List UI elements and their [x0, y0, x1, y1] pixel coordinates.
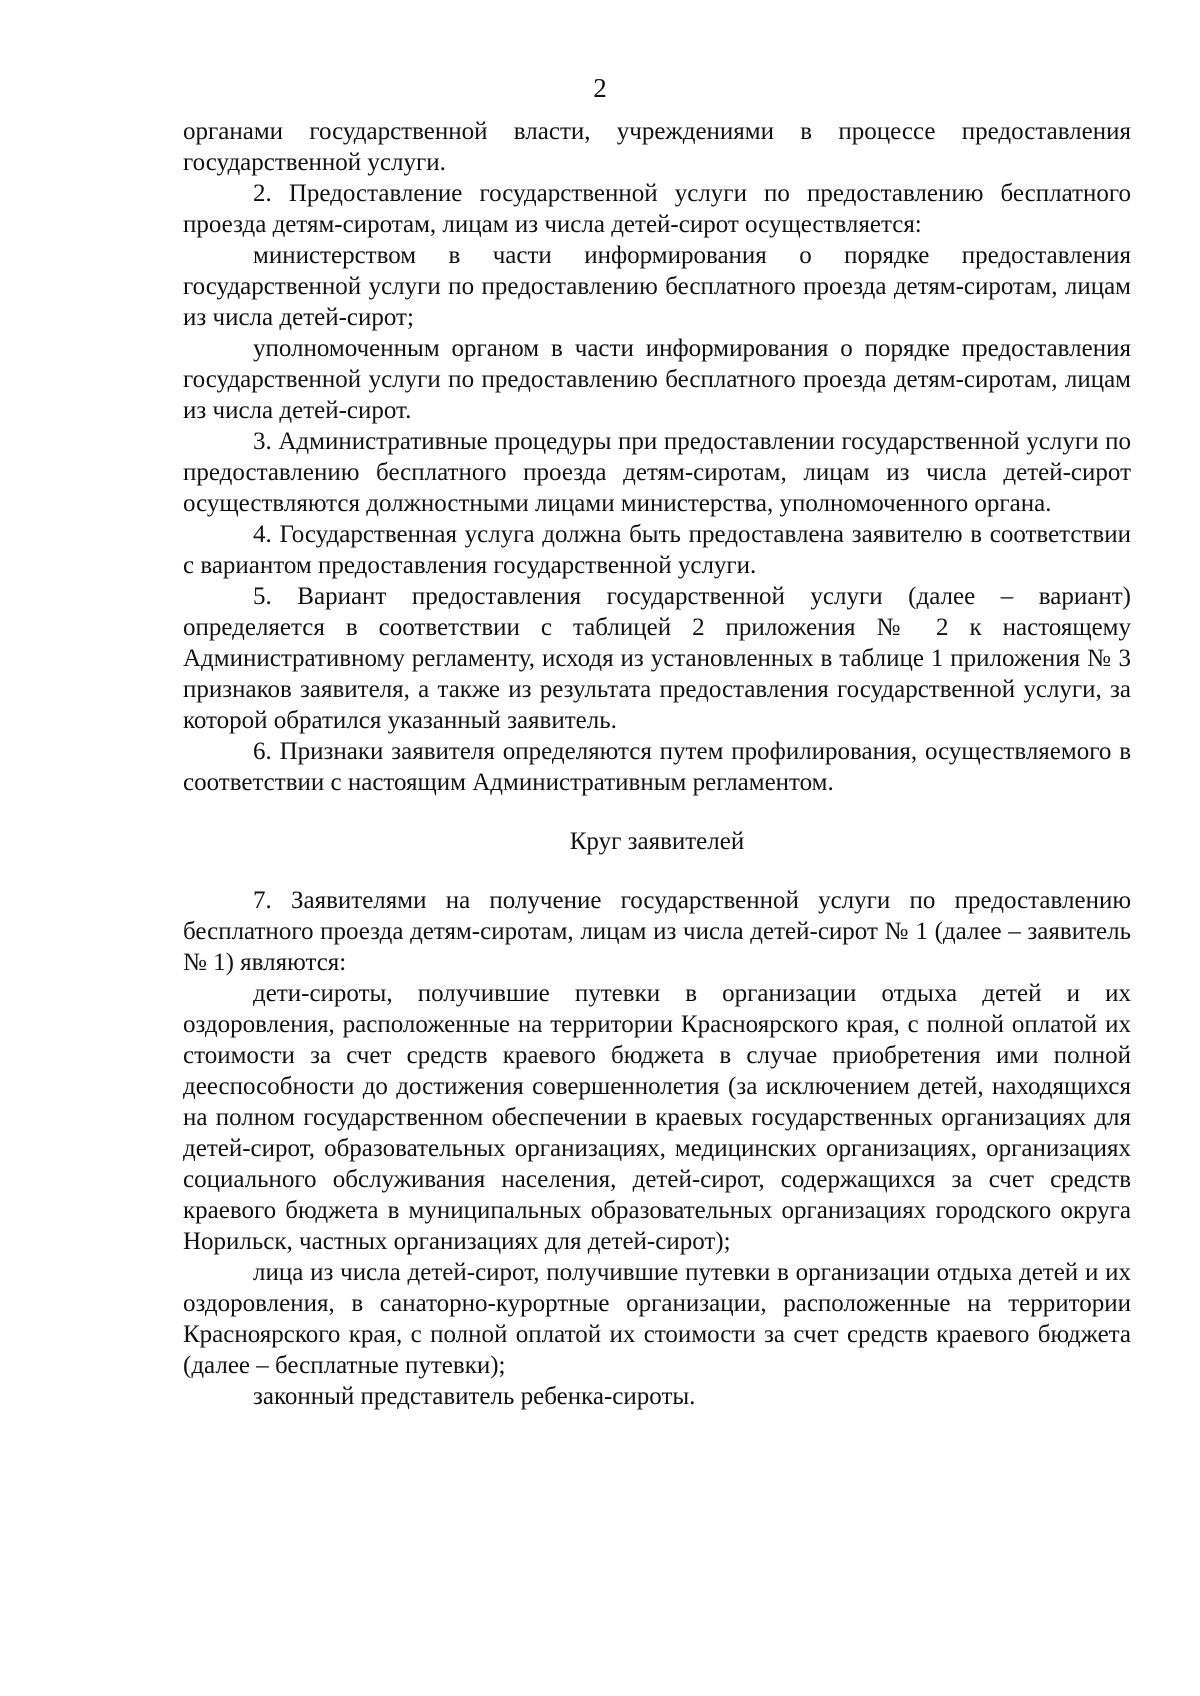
paragraph: 6. Признаки заявителя определяются путем профилирования, осуществляемого в соответствии с настоящим Административным регламентом. [183, 738, 1131, 796]
paragraphs-top [183, 116, 1131, 798]
document-body [183, 116, 1131, 1412]
section-heading: Круг заявителей [569, 828, 745, 855]
paragraph: министерством в части информирования о порядке предоставления государственной услуги по предоставлению бесплатного проезда детям-сиротам, лицам из числа детей-сирот; [183, 242, 1131, 331]
paragraph: дети-сироты, получившие путевки в организации отдыха детей и их оздоровления, расположенные на территории Красноярского края, с полной оплатой их стоимости за счет средств краевого бюджета в случае приобретения ими полной дееспособности до достижения совершеннолетия (за исключением детей, находящихся на полном государственном обеспечении в краевых государственных организациях для детей-сирот, образовательных организациях, медицинских организациях, организациях социального обслуживания населения, детей-сирот, содержащихся за счет средств краевого бюджета в муниципальных образовательных организациях городского округа Норильск, частных организациях для детей-сирот); [183, 980, 1131, 1255]
page-number: 2 [593, 73, 607, 103]
paragraph: 3. Административные процедуры при предоставлении государственной услуги по предоставлению бесплатного проезда детям-сиротам, лицам из числа детей-сирот осуществляются должностными лицами министерства, уполномоченного органа. [183, 428, 1131, 517]
paragraph: законный представитель ребенка-сироты. [253, 1383, 696, 1410]
paragraph: 2. Предоставление государственной услуги по предоставлению бесплатного проезда детям-сиротам, лицам из числа детей-сирот осуществляется: [183, 180, 1131, 238]
paragraph: 7. Заявителями на получение государственной услуги по предоставлению бесплатного проезда детям-сиротам, лицам из числа детей-сирот № 1 (далее – заявитель № 1) являются: [183, 887, 1131, 976]
paragraph: органами государственной власти, учреждениями в процессе предоставления государственной услуги. [183, 118, 1131, 176]
paragraph: уполномоченным органом в части информирования о порядке предоставления государственной услуги по предоставлению бесплатного проезда детям-сиротам, лицам из числа детей-сирот. [183, 335, 1131, 424]
paragraphs-bottom [183, 885, 1131, 1412]
paragraph: лица из числа детей-сирот, получившие путевки в организации отдыха детей и их оздоровления, в санаторно-курортные организации, расположенные на территории Красноярского края, с полной оплатой их стоимости за счет средств краевого бюджета (далее – бесплатные путевки); [183, 1259, 1131, 1379]
paragraph: 4. Государственная услуга должна быть предоставлена заявителю в соответствии с вариантом предоставления государственной услуги. [183, 521, 1131, 579]
paragraph: 5. Вариант предоставления государственной услуги (далее – вариант) определяется в соответствии с таблицей 2 приложения № 2 к настоящему Административному регламенту, исходя из установленных в таблице 1 приложения № 3 признаков заявителя, а также из результата предоставления государственной услуги, за которой обратился указанный заявитель. [183, 583, 1131, 734]
